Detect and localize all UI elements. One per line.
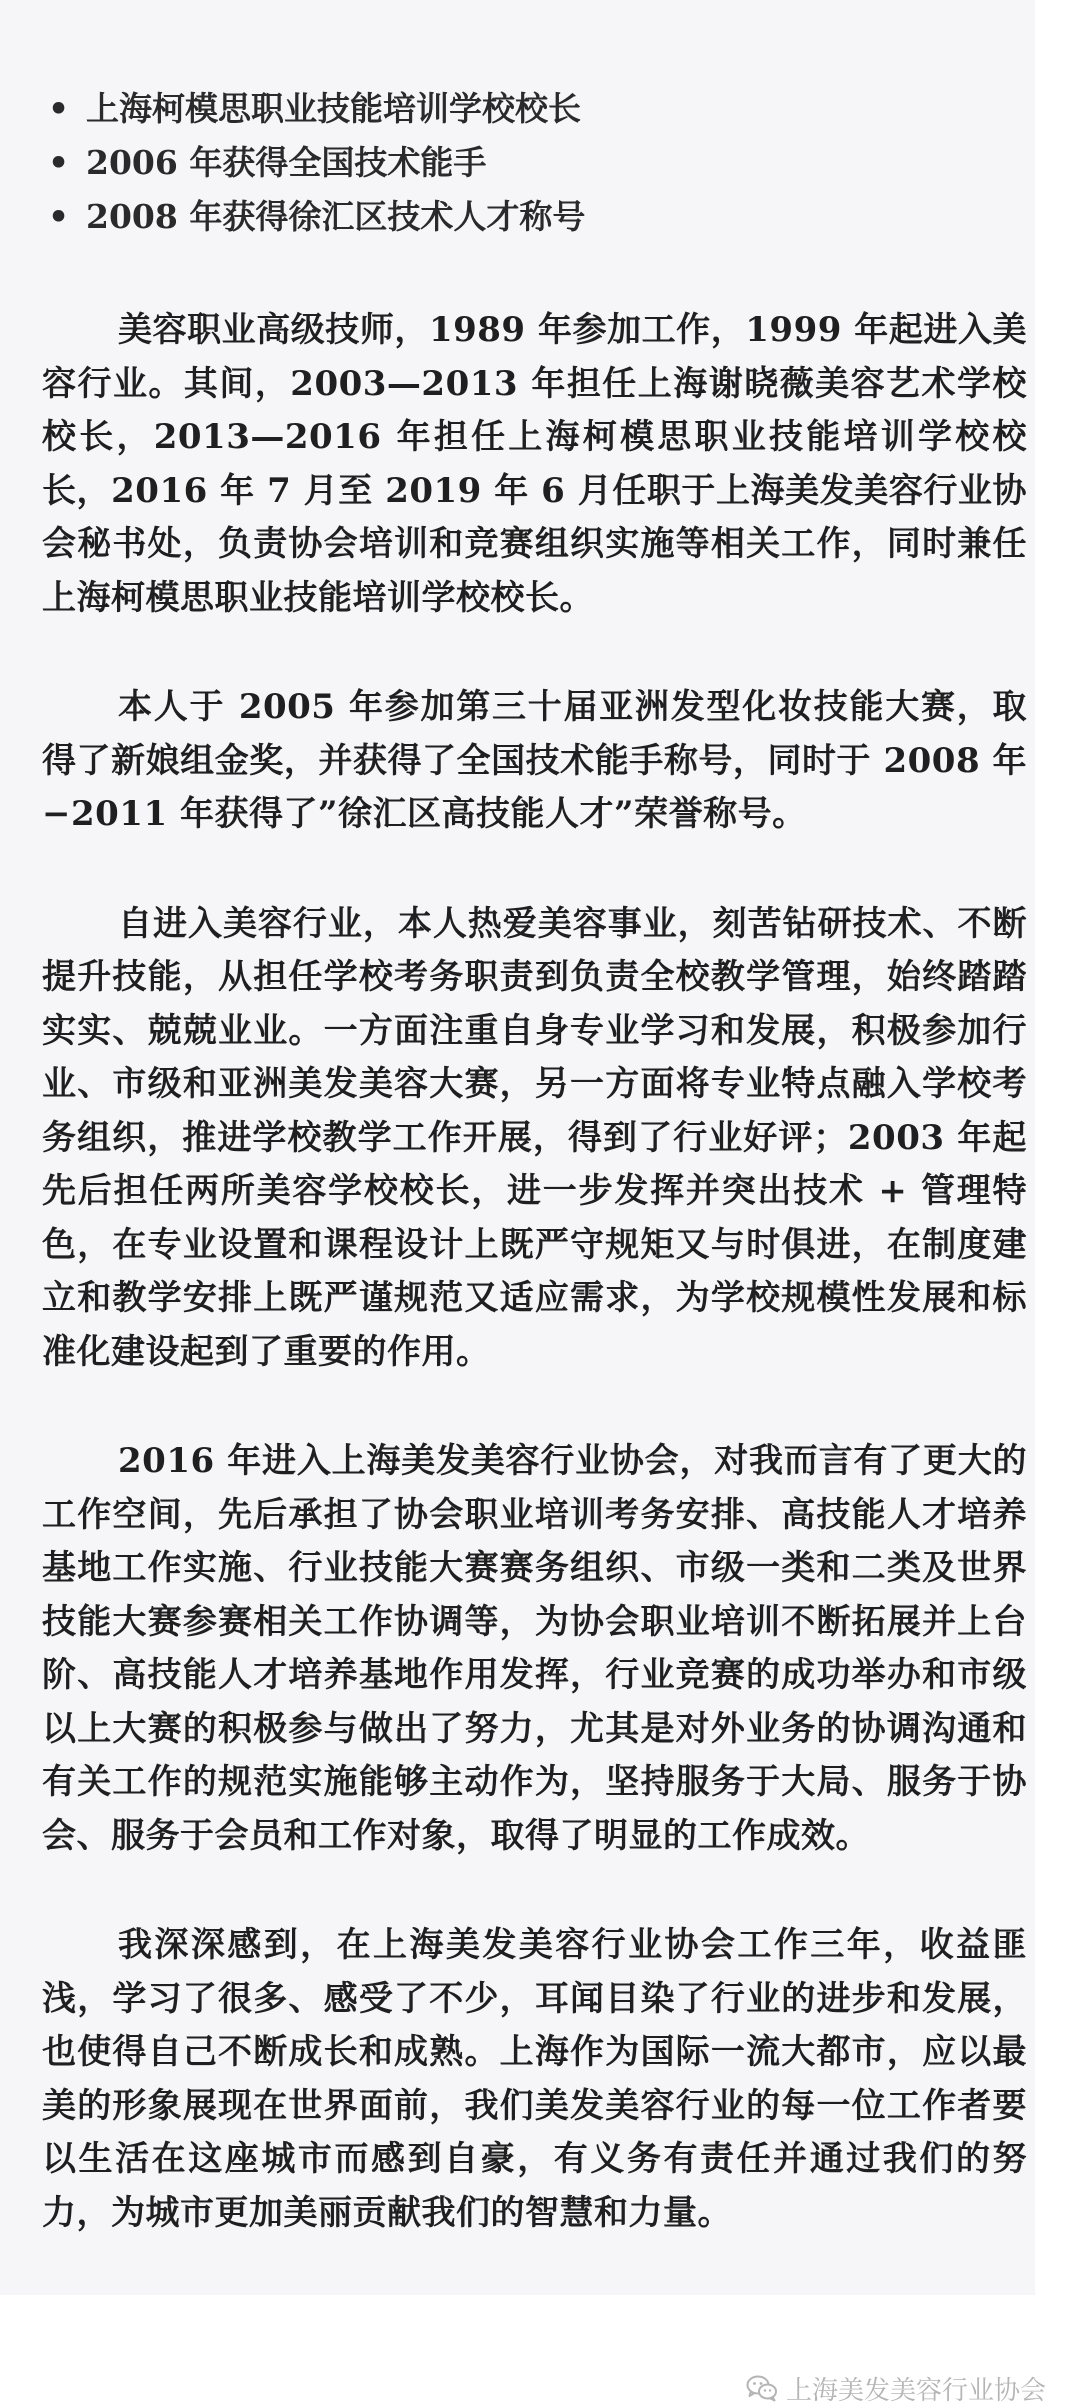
honors-list-item-text: 上海柯模思职业技能培训学校校长 xyxy=(86,89,581,128)
wechat-icon xyxy=(746,2374,778,2402)
honors-list-item xyxy=(48,190,585,244)
honors-list-item-text: 2008 年获得徐汇区技术人才称号 xyxy=(86,197,586,236)
bullet-dot: • xyxy=(48,89,70,128)
paragraph-awards: 本人于 2005 年参加第三十届亚洲发型化妆技能大赛，取得了新娘组金奖，并获得了全国技术能手称号，同时于 2008 年 −2011 年获得了”徐汇区高技能人才”荣誉称号。 xyxy=(42,687,1027,834)
bullet-dot: • xyxy=(48,197,70,236)
paragraph-association-work: 2016 年进入上海美发美容行业协会，对我而言有了更大的工作空间，先后承担了协会职业培训考务安排、高技能人才培养基地工作实施、行业技能大赛赛务组织、市级一类和二类及世界技能大赛参赛相关工作协调等，为协会职业培训不断拓展并上台阶、高技能人才培养基地作用发挥，行业竞赛的成功举办和市级以上大赛的积极参与做出了努力，尤其是对外业务的协调沟通和有关工作的规范实施能够主动作为，坚持服务于大局、服务于协会、服务于会员和工作对象，取得了明显的工作成效。 xyxy=(42,1441,1027,1856)
paragraph-school-work: 自进入美容行业，本人热爱美容事业，刻苦钻研技术、不断提升技能，从担任学校考务职责到负责全校教学管理，始终踏踏实实、兢兢业业。一方面注重自身专业学习和发展，积极参加行业、市级和亚洲美发美容大赛，另一方面将专业特点融入学校考务组织，推进学校教学工作开展，得到了行业好评；2003 年起先后担任两所美容学校校长，进一步发挥并突出技术 + 管理特色，在专业设置和课程设计上既严守规矩又与时俱进，在制度建立和教学安排上既严谨规范又适应需求，为学校规模性发展和标准化建设起到了重要的作用。 xyxy=(42,903,1027,1372)
account-watermark xyxy=(746,2373,1046,2406)
paragraph-career-summary: 美容职业高级技师，1989 年参加工作，1999 年起进入美容行业。其间，2003—2013 年担任上海谢晓薇美容艺术学校校长，2013—2016 年担任上海柯模思职业技能培训学校校长，2016 年 7 月至 2019 年 6 月任职于上海美发美容行业协会秘书处，负责协会培训和竞赛组织实施等相关工作，同时兼任上海柯模思职业技能培训学校校长。 xyxy=(42,310,1027,618)
honors-list-item xyxy=(48,82,585,136)
honors-list-item xyxy=(48,136,585,190)
paragraph-reflection: 我深深感到，在上海美发美容行业协会工作三年，收益匪浅，学习了很多、感受了不少，耳闻目染了行业的进步和发展，也使得自己不断成长和成熟。上海作为国际一流大都市，应以最美的形象展现在世界面前，我们美发美容行业的每一位工作者要以生活在这座城市而感到自豪，有义务有责任并通过我们的努力，为城市更加美丽贡献我们的智慧和力量。 xyxy=(42,1925,1027,2233)
honors-list-item-text: 2006 年获得全国技术能手 xyxy=(86,143,487,182)
article-body xyxy=(42,304,1027,2240)
bullet-dot: • xyxy=(48,143,70,182)
watermark-text: 上海美发美容行业协会 xyxy=(785,2375,1046,2406)
honors-list xyxy=(48,82,585,244)
